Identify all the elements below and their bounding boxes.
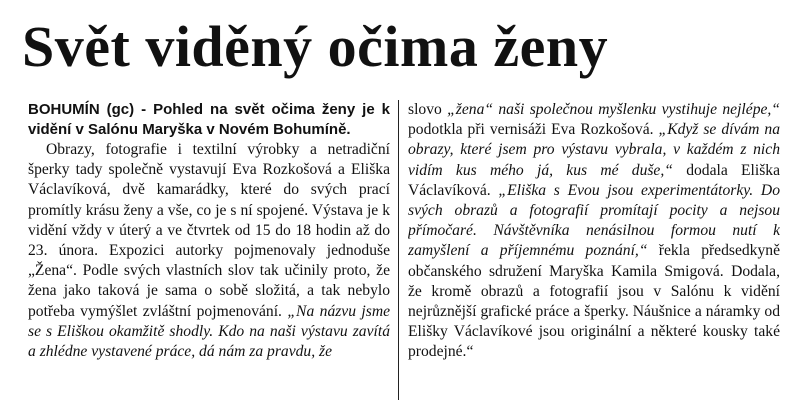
paragraph-text: dodala Eliška Václavíková. <box>408 161 780 199</box>
paragraph-text: řekla předsedkyně občanského sdružení Maryška Kamila Smigová. Dodala, že kromě obrazů a fotografií jsou v Salónu k vidění nejrůznější grafické práce a šperky. Náušnice a náramky od Elišky Václavíkové jsou originální a některé kousky také prodejné.“ <box>408 242 780 361</box>
quote-text: „Eliška s Evou jsou experimentátorky. Do svých obrazů a fotografií promítají pocity a nejsou přímočaré. Návštěvníka nenásilnou formou nutí k zamyšlení a příjemnému poznání,“ <box>408 181 780 260</box>
quote-text: „žena“ naši společnou myšlenku vystihuje nejlépe,“ <box>447 101 780 118</box>
quote-text: „Na názvu jsme se s Eliškou okamžitě shodly. Kdo na naši výstavu zavítá a zhlédne vystavené práce, dá nám za pravdu, že <box>28 302 390 361</box>
paragraph-text: slovo <box>408 101 448 118</box>
article-lead: BOHUMÍN (gc) - Pohled na svět očima ženy je k vidění v Salónu Maryška v Novém Bohumíně. <box>28 101 390 138</box>
article-paragraph-1 <box>28 140 390 362</box>
article-column-1 <box>28 100 390 405</box>
article-headline: Svět viděný očima ženy <box>22 14 609 79</box>
article-column-2 <box>408 100 780 405</box>
article-paragraph-2 <box>408 100 780 363</box>
column-divider <box>398 100 399 400</box>
paragraph-text: Obrazy, fotografie i textilní výrobky a netradiční šperky tady společně vystavují Eva Rozkošová a Eliška Václavíková, dvě kamarádky, které do svých prací promítly krásu ženy a vše, co je s ní spojené. Výstava je k vidění vždy v úterý a ve čtvrtek od 15 do 18 hodin až do 23. února. Expozici autorky pojmenovaly jednoduše „Žena“. Podle svých vlastních slov tak učinily proto, že žena jako taková je sama o sobě složitá, a tak nebylo potřeba vymýšlet zvláštní pojmenování. <box>28 141 390 320</box>
quote-text: „Když se dívám na obrazy, které jsem pro výstavu vybrala, v každém z nich vidím kus mého já, kus mé duše,“ <box>408 121 780 179</box>
paragraph-text: podotkla při vernisáži Eva Rozkošová. <box>408 121 659 139</box>
